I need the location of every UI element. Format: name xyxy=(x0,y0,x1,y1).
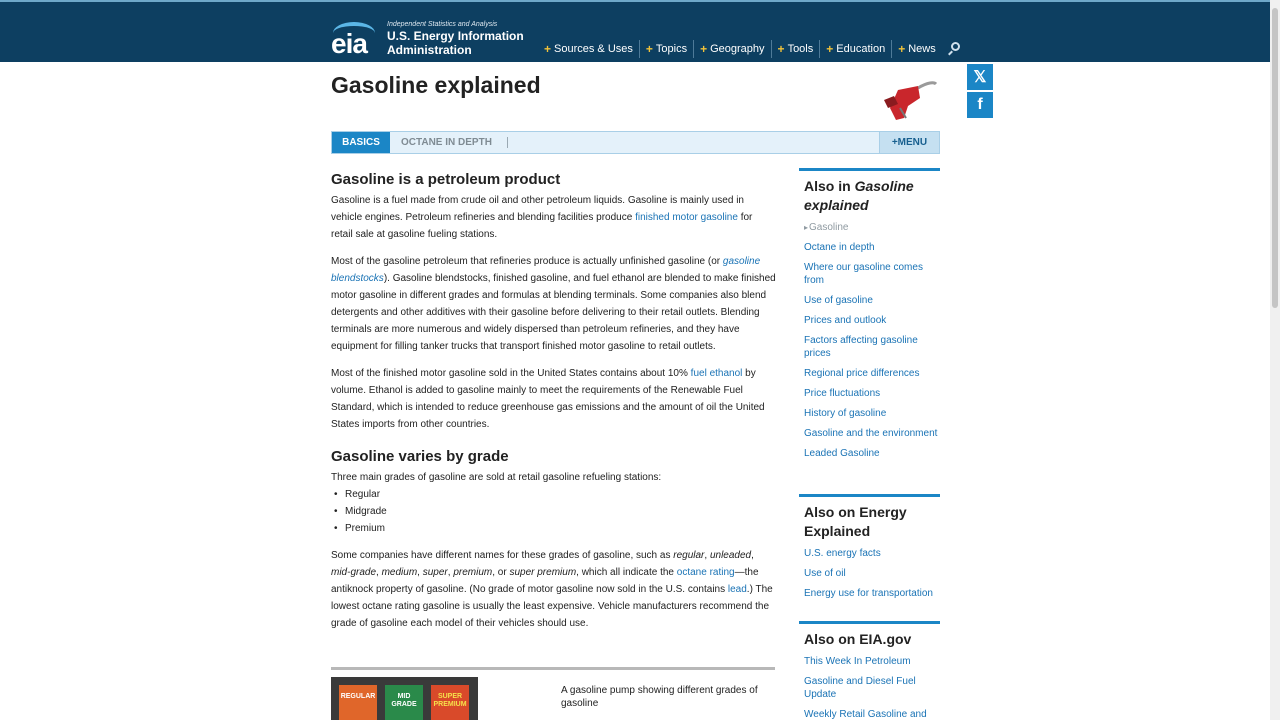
figure-divider xyxy=(331,667,775,670)
paragraph: Most of the gasoline petroleum that refineries produce is actually unfinished gasoline (or gasoline blendstocks). Gasoline blendstocks, finished gasoline, and fuel ethanol are blended to make finished motor gasoline in different grades and formulas at blending terminals. Some companies also blend detergents and other additives with their gasoline before delivering to their retail outlets. Blending terminals are more numerous and widely dispersed than petroleum refineries, and they have equipment for filling tanker trucks that transport finished motor gasoline to retail outlets. xyxy=(331,256,776,352)
sidebar-item-prices[interactable]: Prices and outlook xyxy=(804,315,887,326)
sidebar-also-on-eia xyxy=(799,621,940,720)
sidebar-item-history[interactable]: History of gasoline xyxy=(804,408,887,419)
sidebar-item-transportation[interactable]: Energy use for transportation xyxy=(804,588,933,599)
nav-label: Sources & Uses xyxy=(554,43,633,55)
sidebar-item-factors[interactable]: Factors affecting gasoline prices xyxy=(804,335,918,359)
tab-octane-in-depth[interactable]: OCTANE IN DEPTH xyxy=(401,137,492,148)
sidebar-item-weekly-retail[interactable]: Weekly Retail Gasoline and xyxy=(804,709,927,720)
grades-list xyxy=(331,486,776,537)
sidebar-item-use-of-oil[interactable]: Use of oil xyxy=(804,568,846,579)
logo-text: eia xyxy=(331,28,367,59)
article-body xyxy=(331,170,776,642)
nav-sources-uses[interactable] xyxy=(544,40,639,58)
sidebar-item-regional[interactable]: Regional price differences xyxy=(804,368,920,379)
link-finished-motor-gasoline[interactable]: finished motor gasoline xyxy=(635,212,738,223)
plus-icon: + xyxy=(645,42,653,56)
sidebar-heading: Also on EIA.gov xyxy=(804,631,912,647)
main-nav xyxy=(544,40,962,58)
sidebar-heading: Also in Gasoline explained xyxy=(804,178,914,213)
sidebar-item-environment[interactable]: Gasoline and the environment xyxy=(804,428,938,439)
paragraph: Most of the finished motor gasoline sold in the United States contains about 10% fuel ethanol by volume. Ethanol is added to gasoline mainly to meet the requirements of the Renewable Fuel Standard, which is intended to reduce greenhouse gas emissions and the amount of oil the United States imports from other countries. xyxy=(331,368,765,430)
nav-label: Tools xyxy=(787,43,814,55)
org-name[interactable]: U.S. Energy Information Administration xyxy=(387,29,524,57)
nav-label: Topics xyxy=(655,43,688,55)
midgrade-button: MID GRADE xyxy=(385,685,423,720)
search-icon[interactable] xyxy=(948,42,962,56)
super-premium-button: SUPER PREMIUM xyxy=(431,685,469,720)
nav-tools[interactable] xyxy=(771,40,820,58)
gas-pump-image[interactable] xyxy=(331,677,478,720)
list-item: • Midgrade xyxy=(331,503,776,520)
tagline: Independent Statistics and Analysis xyxy=(387,21,498,28)
sidebar-also-on-energy-explained xyxy=(799,494,940,607)
page-title: Gasoline explained xyxy=(331,72,541,98)
paragraph: Three main grades of gasoline are sold at retail gasoline refueling stations: xyxy=(331,472,662,483)
paragraph: Some companies have different names for these grades of gasoline, such as regular, unleaded, mid-grade, medium, super, premium, or super premium, which all indicate the octane rating—the antiknock property of gasoline. (No grade of motor gasoline now sold in the U.S. contains lead.) The lowest octane rating gasoline is usually the least expensive. Vehicle manufacturers recommend the grade of gasoline each model of their vehicles should use. xyxy=(331,550,773,629)
sidebar-item-use[interactable]: Use of gasoline xyxy=(804,295,873,306)
nav-geography[interactable] xyxy=(693,40,770,58)
plus-icon: + xyxy=(898,42,906,56)
sidebar-item-octane[interactable]: Octane in depth xyxy=(804,242,875,253)
section-heading: Gasoline varies by grade xyxy=(331,448,509,465)
sidebar-heading: Also on Energy Explained xyxy=(804,504,907,539)
plus-icon: + xyxy=(777,42,785,56)
list-item: • Premium xyxy=(331,520,776,537)
gas-nozzle-icon xyxy=(878,78,940,124)
facebook-icon: f xyxy=(977,96,983,113)
plus-icon: + xyxy=(700,42,708,56)
nav-label: Geography xyxy=(710,43,765,55)
plus-icon: + xyxy=(826,42,834,56)
sidebar-also-in-gasoline xyxy=(799,168,940,467)
nav-news[interactable] xyxy=(891,40,942,58)
tab-basics[interactable]: BASICS xyxy=(332,132,390,153)
link-octane-rating[interactable]: octane rating xyxy=(676,567,735,578)
plus-icon: + xyxy=(544,42,552,56)
sidebar-item-gasoline-diesel-update[interactable]: Gasoline and Diesel Fuel Update xyxy=(804,676,916,700)
image-caption: A gasoline pump showing different grades of gasoline xyxy=(561,685,758,709)
eia-logo[interactable] xyxy=(331,20,379,59)
menu-button[interactable]: +MENU xyxy=(879,132,939,153)
link-gasoline-blendstocks[interactable]: gasoline blendstocks xyxy=(331,256,761,284)
x-icon: 𝕏 xyxy=(973,69,987,86)
nav-label: News xyxy=(908,43,936,55)
scrollbar-thumb[interactable] xyxy=(1272,8,1278,308)
sidebar-item-fluctuations[interactable]: Price fluctuations xyxy=(804,388,881,399)
sidebar-item-energy-facts[interactable]: U.S. energy facts xyxy=(804,548,881,559)
paragraph: Gasoline is a fuel made from crude oil and other petroleum liquids. Gasoline is mainly used in vehicle engines. Petroleum refineries and blending facilities produce finished motor gasoline for retail sale at gasoline fueling stations. xyxy=(331,195,753,240)
regular-grade-button: REGULAR xyxy=(339,685,377,720)
section-tabbar xyxy=(331,131,940,154)
link-fuel-ethanol[interactable]: fuel ethanol xyxy=(690,368,743,379)
nav-label: Education xyxy=(836,43,886,55)
nav-topics[interactable] xyxy=(639,40,693,58)
link-lead[interactable]: lead xyxy=(727,584,747,595)
sidebar-item-leaded[interactable]: Leaded Gasoline xyxy=(804,448,880,459)
sidebar-item-this-week-petroleum[interactable]: This Week In Petroleum xyxy=(804,656,911,667)
tab-divider xyxy=(507,137,508,148)
site-header xyxy=(0,0,1280,62)
x-twitter-share-button[interactable] xyxy=(967,64,993,90)
sidebar-item-gasoline: ▸ Gasoline xyxy=(804,221,940,234)
section-heading: Gasoline is a petroleum product xyxy=(331,171,561,188)
facebook-share-button[interactable] xyxy=(967,92,993,118)
list-item: • Regular xyxy=(331,486,776,503)
sidebar-item-where-from[interactable]: Where our gasoline comes from xyxy=(804,262,923,286)
nav-education[interactable] xyxy=(819,40,891,58)
page-scrollbar[interactable] xyxy=(1270,0,1280,720)
